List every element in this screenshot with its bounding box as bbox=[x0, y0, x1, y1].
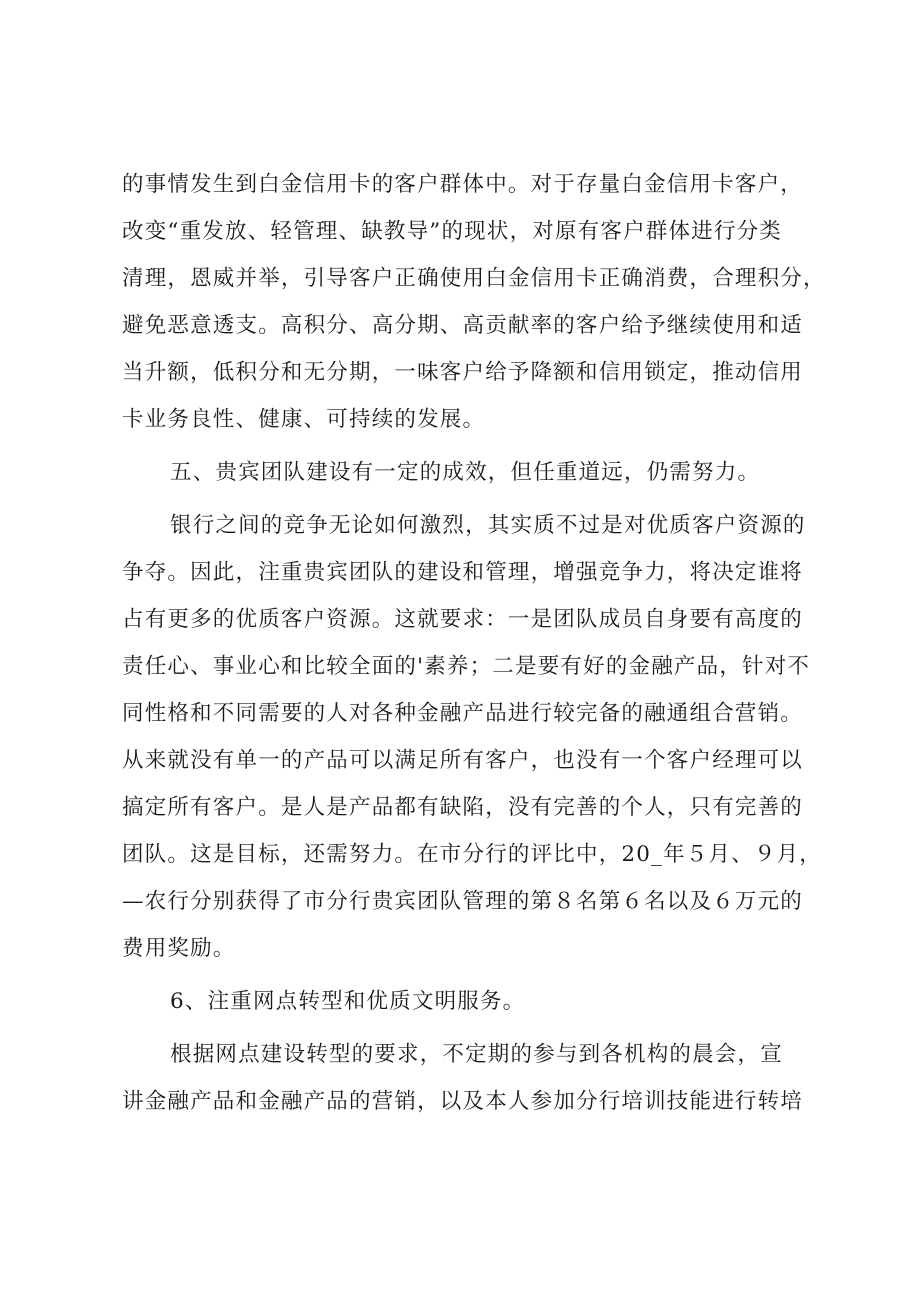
paragraph-line: —农行分别获得了市分行贵宾团队管理的第８名第６名以及６万元的 bbox=[122, 889, 804, 914]
paragraph-line: 从来就没有单一的产品可以满足所有客户，也没有一个客户经理可以 bbox=[122, 748, 804, 773]
paragraph-line: 争夺。因此，注重贵宾团队的建设和管理，增强竞争力，将决定谁将 bbox=[122, 560, 804, 585]
paragraph-line: 改变“重发放、轻管理、缺教导”的现状，对原有客户群体进行分类 bbox=[122, 219, 782, 244]
paragraph-line: 责任心、事业心和比较全面的'素养；二是要有好的金融产品，针对不 bbox=[122, 654, 811, 679]
paragraph-line: 的事情发生到白金信用卡的客户群体中。对于存量白金信用卡客户， bbox=[122, 172, 804, 197]
paragraph-line: 银行之间的竞争无论如何激烈，其实质不过是对优质客户资源的 bbox=[170, 513, 806, 538]
paragraph-line: 占有更多的优质客户资源。这就要求：一是团队成员自身要有高度的 bbox=[122, 607, 804, 632]
paragraph-line: 避免恶意透支。高积分、高分期、高贡献率的客户给予继续使用和适 bbox=[122, 313, 804, 338]
section-heading: 五、贵宾团队建设有一定的成效，但任重道远，仍需努力。 bbox=[170, 460, 761, 485]
paragraph-line: 讲金融产品和金融产品的营销，以及本人参加分行培训技能进行转培 bbox=[122, 1089, 804, 1114]
paragraph-line: 搞定所有客户。是人是产品都有缺陷，没有完善的个人，只有完善的 bbox=[122, 795, 804, 820]
paragraph-line: 卡业务良性、健康、可持续的发展。 bbox=[122, 407, 486, 432]
paragraph-line: 同性格和不同需要的人对各种金融产品进行较完备的融通组合营销。 bbox=[122, 701, 804, 726]
paragraph-line: 团队。这是目标，还需努力。在市分行的评比中，20_年５月、９月， bbox=[122, 842, 823, 867]
paragraph-line: 根据网点建设转型的要求，不定期的参与到各机构的晨会，宣 bbox=[170, 1042, 783, 1067]
paragraph-line: 清理，恩威并举，引导客户正确使用白金信用卡正确消费，合理积分， bbox=[122, 266, 826, 291]
paragraph-line: 费用奖励。 bbox=[122, 936, 236, 961]
section-heading: 6、注重网点转型和优质文明服务。 bbox=[170, 989, 526, 1014]
document-body bbox=[122, 161, 826, 1125]
paragraph-line: 当升额，低积分和无分期，一味客户给予降额和信用锁定，推动信用 bbox=[122, 360, 804, 385]
